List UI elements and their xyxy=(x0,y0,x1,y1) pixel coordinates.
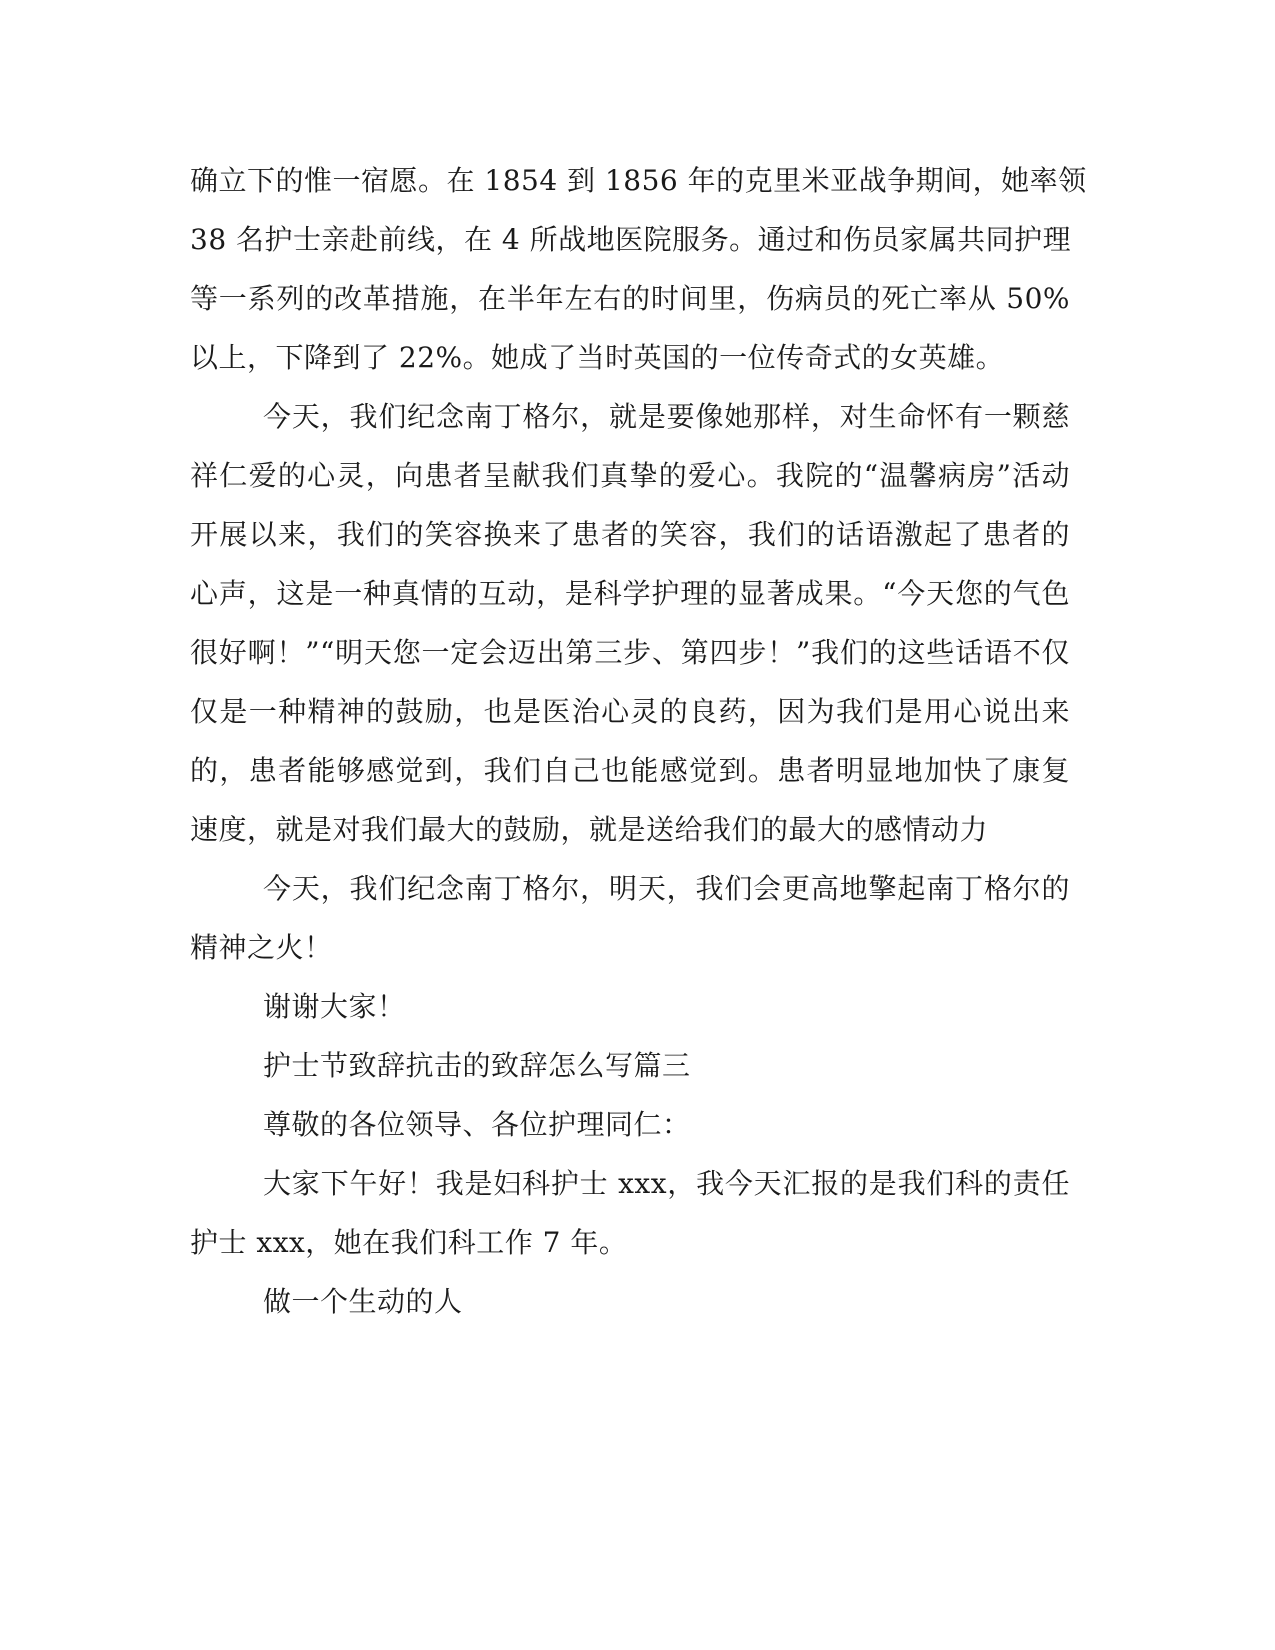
text-line: 速度，就是对我们最大的鼓励，就是送给我们的最大的感情动力 xyxy=(190,813,989,846)
text-line: 的，患者能够感觉到，我们自己也能感觉到。患者明显地加快了康复 xyxy=(190,754,1070,787)
salutation: 尊敬的各位领导、各位护理同仁： xyxy=(263,1108,691,1141)
text-line: 等一系列的改革措施，在半年左右的时间里，伤病员的死亡率从 50% xyxy=(190,282,1070,315)
text-line: 祥仁爱的心灵，向患者呈献我们真挚的爱心。我院的“温馨病房”活动 xyxy=(190,459,1070,492)
text-line: 心声，这是一种真情的互动，是科学护理的显著成果。“今天您的气色 xyxy=(190,577,1070,610)
paragraph-first-line: 大家下午好！我是妇科护士 xxx，我今天汇报的是我们科的责任 xyxy=(263,1167,1070,1200)
text-line: 确立下的惟一宿愿。在 1854 到 1856 年的克里米亚战争期间，她率领 xyxy=(190,164,1087,197)
text-line: 很好啊！”“明天您一定会迈出第三步、第四步！”我们的这些话语不仅 xyxy=(190,636,1070,669)
text-line: 精神之火！ xyxy=(190,931,333,964)
closing-thanks: 谢谢大家！ xyxy=(263,990,406,1023)
text-line: 开展以来，我们的笑容换来了患者的笑容，我们的话语激起了患者的 xyxy=(190,518,1070,551)
text-line: 以上，下降到了 22%。她成了当时英国的一位传奇式的女英雄。 xyxy=(190,341,1005,374)
section-title: 护士节致辞抗击的致辞怎么写篇三 xyxy=(263,1049,691,1082)
subheading: 做一个生动的人 xyxy=(263,1285,463,1318)
text-line: 仅是一种精神的鼓励，也是医治心灵的良药，因为我们是用心说出来 xyxy=(190,695,1070,728)
text-line: 38 名护士亲赴前线，在 4 所战地医院服务。通过和伤员家属共同护理 xyxy=(190,223,1072,256)
paragraph-first-line: 今天，我们纪念南丁格尔，就是要像她那样，对生命怀有一颗慈 xyxy=(263,400,1070,433)
paragraph-first-line: 今天，我们纪念南丁格尔，明天，我们会更高地擎起南丁格尔的 xyxy=(263,872,1070,905)
text-line: 护士 xxx，她在我们科工作 7 年。 xyxy=(190,1226,628,1259)
